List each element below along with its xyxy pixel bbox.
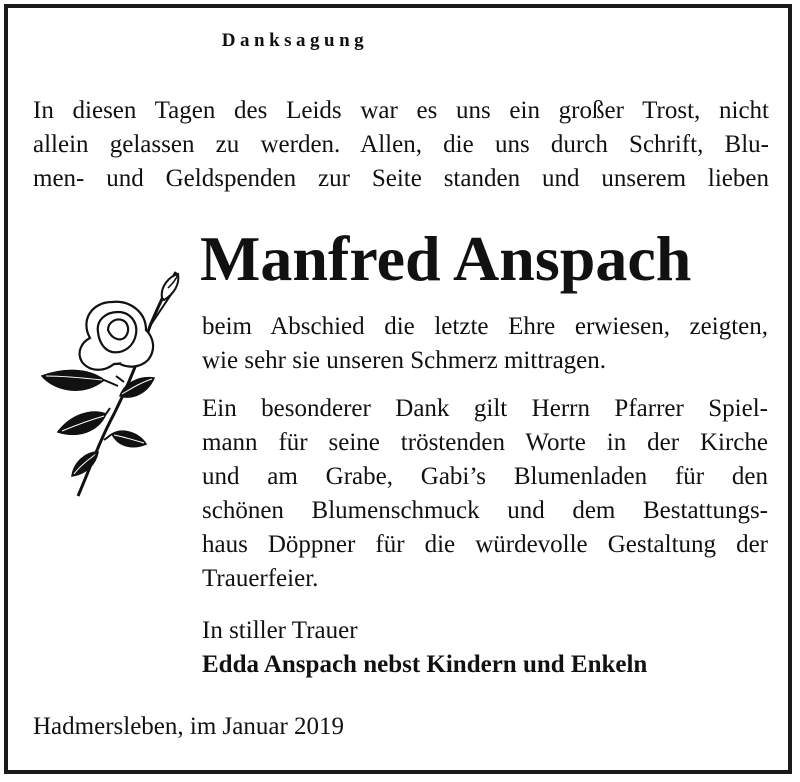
signatories: Edda Anspach nebst Kindern und Enkeln bbox=[202, 651, 648, 678]
paragraph-line: Ein besonderer Dank gilt Herrn Pfarrer Spiel- bbox=[202, 395, 768, 422]
deceased-name: Manfred Anspach bbox=[200, 223, 692, 294]
signature-block bbox=[202, 614, 768, 682]
intro-text bbox=[33, 94, 769, 196]
closing-text: In stiller Trauer bbox=[202, 617, 358, 644]
intro-line: allein gelassen zu werden. Allen, die uns durch Schrift, Blu- bbox=[33, 131, 769, 158]
rose-icon bbox=[28, 268, 188, 500]
paragraph-line: beim Abschied die letzte Ehre erwiesen, zeigten, bbox=[202, 313, 768, 340]
acknowledgement-paragraph bbox=[202, 310, 768, 378]
paragraph-line: wie sehr sie unseren Schmerz mittragen. bbox=[202, 347, 607, 374]
paragraph-line: und am Grabe, Gabi’s Blumenladen für den bbox=[202, 463, 768, 490]
notice-heading: Danksagung bbox=[221, 30, 369, 51]
paragraph-line: haus Döppner für die würdevolle Gestaltung der bbox=[202, 531, 768, 558]
paragraph-line: Trauerfeier. bbox=[202, 565, 319, 592]
thanks-paragraph bbox=[202, 392, 768, 596]
paragraph-line: mann für seine tröstenden Worte in der Kirche bbox=[202, 429, 768, 456]
intro-line: In diesen Tagen des Leids war es uns ein großer Trost, nicht bbox=[33, 97, 769, 124]
intro-line: men- und Geldspenden zur Seite standen und unserem lieben bbox=[33, 165, 769, 192]
place-date: Hadmersleben, im Januar 2019 bbox=[33, 713, 345, 740]
paragraph-line: schönen Blumenschmuck und dem Bestattungs- bbox=[202, 497, 768, 524]
